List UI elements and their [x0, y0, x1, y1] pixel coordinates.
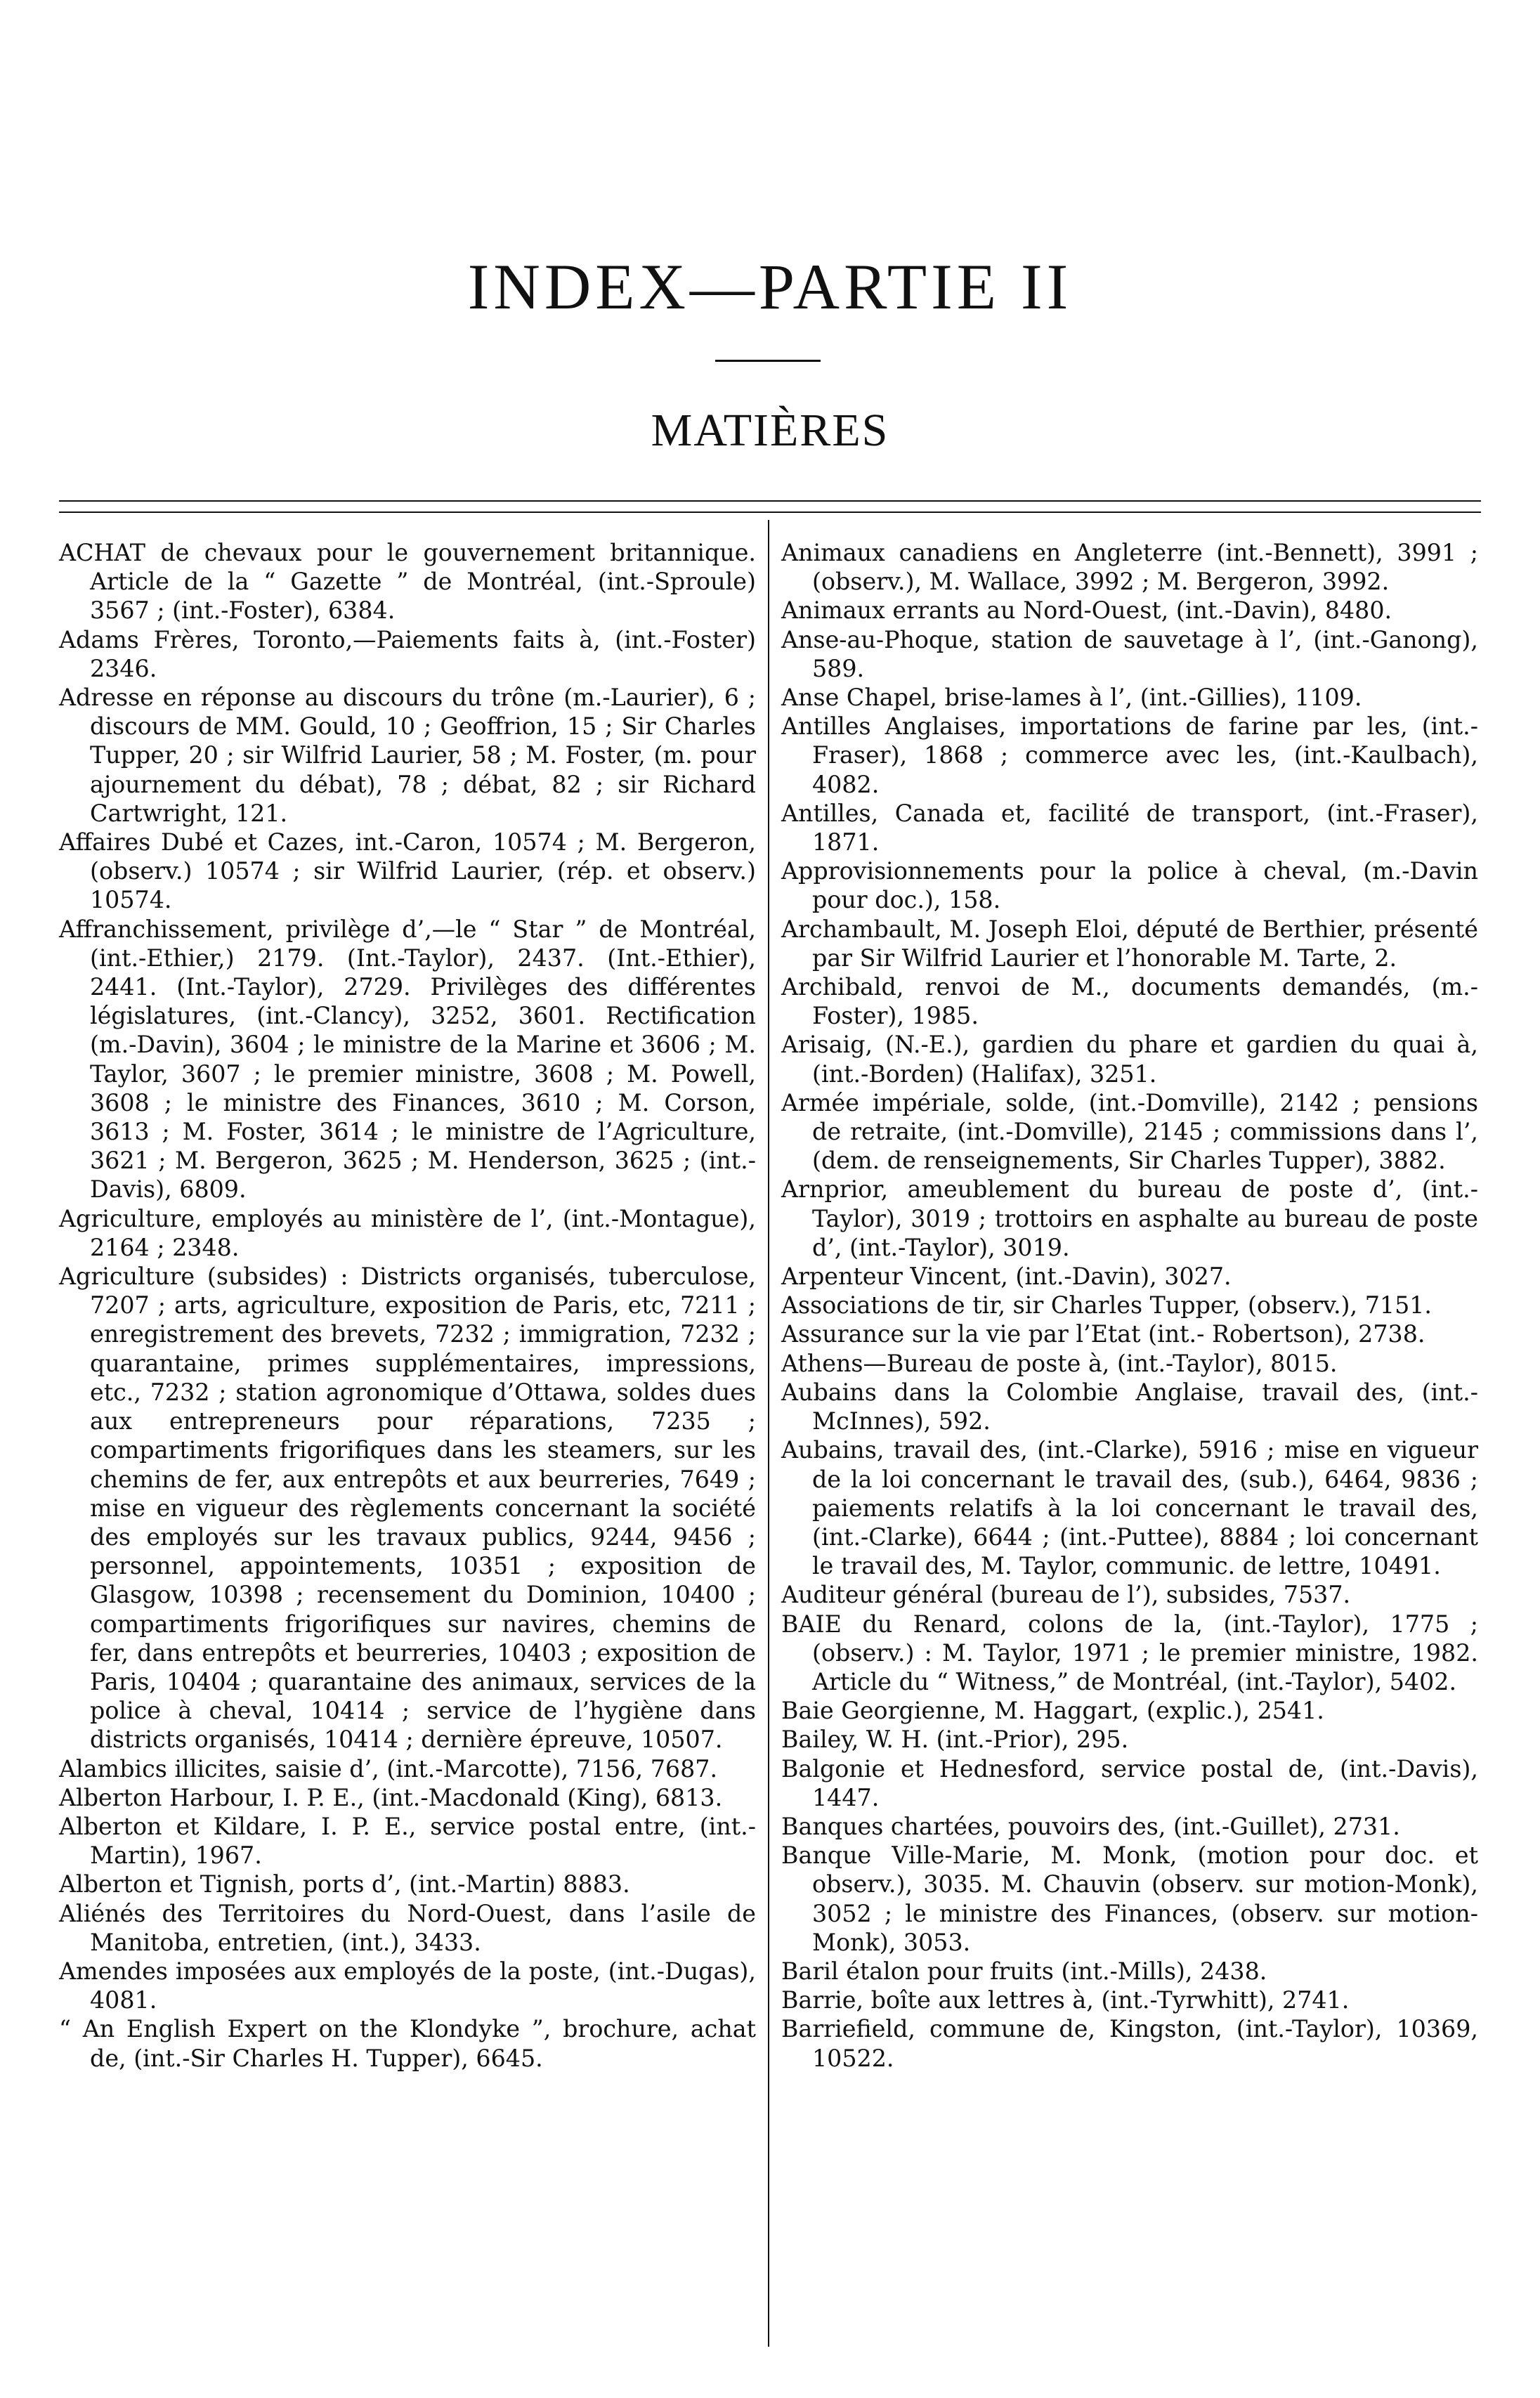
index-entry: Archambault, M. Joseph Eloi, député de Berthier, présenté par Sir Wilfrid Laurier et l’honorable M. Tarte, 2.	[781, 915, 1478, 972]
index-entry: Alberton et Kildare, I. P. E., service postal entre, (int.-Martin), 1967.	[59, 1812, 756, 1870]
index-entry: Barriefield, commune de, Kingston, (int.-Taylor), 10369, 10522.	[781, 2015, 1478, 2072]
index-entry: Alberton et Tignish, ports d’, (int.-Martin) 8883.	[59, 1870, 630, 1898]
index-entry: BAIE du Renard, colons de la, (int.-Taylor), 1775 ; (observ.) : M. Taylor, 1971 ; le premier ministre, 1982. Article du “ Witness,” de Montréal, (int.-Taylor), 5402.	[781, 1610, 1478, 1695]
index-entry: Aubains, travail des, (int.-Clarke), 5916 ; mise en vigueur de la loi concernant le travail des, (sub.), 6464, 9836 ; paiements relatifs à la loi concernant le travail des, (int.-Clarke), 6644 ; (int.-Puttee), 8884 ; loi concernant le travail des, M. Taylor, communic. de lettre, 10491.	[781, 1436, 1478, 1580]
index-entry: Assurance sur la vie par l’Etat (int.- Robertson), 2738.	[781, 1320, 1425, 1348]
index-entry: Barrie, boîte aux lettres à, (int.-Tyrwhitt), 2741.	[781, 1986, 1350, 2014]
index-entry: Anse-au-Phoque, station de sauvetage à l’, (int.-Ganong), 589.	[781, 625, 1478, 682]
index-entry: Animaux errants au Nord-Ouest, (int.-Davin), 8480.	[781, 597, 1392, 625]
index-entry: Antilles Anglaises, importations de farine par les, (int.-Fraser), 1868 ; commerce avec les, (int.-Kaulbach), 4082.	[781, 712, 1478, 798]
index-entry: Agriculture (subsides) : Districts organisés, tuberculose, 7207 ; arts, agriculture, exposition de Paris, etc, 7211 ; enregistrement des brevets, 7232 ; immigration, 7232 ; quarantaine, primes supplémentaires, impressions, etc., 7232 ; station agronomique d’Ottawa, soldes dues aux entrepreneurs pour réparations, 7235 ; compartiments frigorifiques dans les steamers, sur les chemins de fer, aux entrepôts et aux beurreries, 7649 ; mise en vigueur des règlements concernant la société des employés sur les travaux publics, 9244, 9456 ; personnel, appointements, 10351 ; exposition de Glasgow, 10398 ; recensement du Dominion, 10400 ; compartiments frigorifiques sur navires, chemins de fer, dans entrepôts et beurreries, 10403 ; exposition de Paris, 10404 ; quarantaine des animaux, services de la police à cheval, 10414 ; service de l’hygiène dans districts organisés, 10414 ; dernière épreuve, 10507.	[59, 1263, 756, 1754]
title-underline	[715, 360, 821, 362]
index-entry: Associations de tir, sir Charles Tupper, (observ.), 7151.	[781, 1291, 1433, 1319]
index-entry: Baie Georgienne, M. Haggart, (explic.), 2541.	[781, 1697, 1324, 1725]
index-entry: Banques chartées, pouvoirs des, (int.-Guillet), 2731.	[781, 1812, 1400, 1840]
index-entry: Alberton Harbour, I. P. E., (int.-Macdonald (King), 6813.	[59, 1783, 723, 1811]
index-entry: Affaires Dubé et Cazes, int.-Caron, 10574 ; M. Bergeron, (observ.) 10574 ; sir Wilfrid Laurier, (rép. et observ.) 10574.	[59, 828, 756, 914]
index-entry: Banque Ville-Marie, M. Monk, (motion pour doc. et observ.), 3035. M. Chauvin (observ. sur motion-Monk), 3052 ; le ministre des Finances, (observ. sur motion-Monk), 3053.	[781, 1842, 1478, 1956]
index-entry: Adams Frères, Toronto,—Paiements faits à, (int.-Foster) 2346.	[59, 625, 756, 682]
index-entry: Armée impériale, solde, (int.-Domville), 2142 ; pensions de retraite, (int.-Domville), 2145 ; commissions dans l’, (dem. de renseignements, Sir Charles Tupper), 3882.	[781, 1088, 1478, 1175]
index-entry: Alambics illicites, saisie d’, (int.-Marcotte), 7156, 7687.	[59, 1754, 718, 1783]
index-entry: “ An English Expert on the Klondyke ”, brochure, achat de, (int.-Sir Charles H. Tupper), 6645.	[59, 2015, 756, 2072]
right-column	[781, 538, 1478, 2073]
index-entry: Antilles, Canada et, facilité de transport, (int.-Fraser), 1871.	[781, 799, 1478, 856]
index-entry: Arisaig, (N.-E.), gardien du phare et gardien du quai à, (int.-Borden) (Halifax), 3251.	[781, 1031, 1478, 1088]
index-entry: Aliénés des Territoires du Nord-Ouest, dans l’asile de Manitoba, entretien, (int.), 3433.	[59, 1899, 756, 1956]
index-entry: Agriculture, employés au ministère de l’, (int.-Montague), 2164 ; 2348.	[59, 1204, 756, 1261]
header-rule-top	[59, 500, 1481, 502]
index-entry: Amendes imposées aux employés de la poste, (int.-Dugas), 4081.	[59, 1957, 756, 2014]
index-entry: Archibald, renvoi de M., documents demandés, (m.-Foster), 1985.	[781, 973, 1478, 1030]
index-entry: Animaux canadiens en Angleterre (int.-Bennett), 3991 ; (observ.), M. Wallace, 3992 ; M. Bergeron, 3992.	[781, 539, 1478, 596]
left-column	[59, 538, 756, 2073]
index-entry: Baril étalon pour fruits (int.-Mills), 2438.	[781, 1957, 1267, 1985]
index-entry: Adresse en réponse au discours du trône (m.-Laurier), 6 ; discours de MM. Gould, 10 ; Geoffrion, 15 ; Sir Charles Tupper, 20 ; sir Wilfrid Laurier, 58 ; M. Foster, (m. pour ajournement du débat), 78 ; débat, 82 ; sir Richard Cartwright, 121.	[59, 684, 756, 827]
index-entry: Balgonie et Hednesford, service postal de, (int.-Davis), 1447.	[781, 1754, 1478, 1811]
index-entry: Arpenteur Vincent, (int.-Davin), 3027.	[781, 1263, 1232, 1291]
index-entry: Approvisionnements pour la police à cheval, (m.-Davin pour doc.), 158.	[781, 857, 1478, 914]
index-entry: Athens—Bureau de poste à, (int.-Taylor), 8015.	[781, 1349, 1338, 1377]
index-entry: Bailey, W. H. (int.-Prior), 295.	[781, 1726, 1129, 1754]
index-entry: Anse Chapel, brise-lames à l’, (int.-Gillies), 1109.	[781, 684, 1362, 712]
header-rule-bottom	[59, 511, 1481, 513]
index-entry: Auditeur général (bureau de l’), subsides, 7537.	[781, 1581, 1351, 1609]
index-entry: Aubains dans la Colombie Anglaise, travail des, (int.-McInnes), 592.	[781, 1378, 1478, 1435]
section-subtitle: MATIÈRES	[651, 405, 889, 456]
index-entry: Arnprior, ameublement du bureau de poste d’, (int.-Taylor), 3019 ; trottoirs en asphalte au bureau de poste d’, (int.-Taylor), 3019.	[781, 1175, 1478, 1261]
index-entry: ACHAT de chevaux pour le gouvernement britannique. Article de la “ Gazette ” de Montréal, (int.-Sproule) 3567 ; (int.-Foster), 6384.	[59, 539, 756, 625]
index-entry: Affranchissement, privilège d’,—le “ Star ” de Montréal, (int.-Ethier,) 2179. (Int.-Taylor), 2437. (Int.-Ethier), 2441. (Int.-Taylor), 2729. Privilèges des différentes législatures, (int.-Clancy), 3252, 3601. Rectification (m.-Davin), 3604 ; le ministre de la Marine et 3606 ; M. Taylor, 3607 ; le premier ministre, 3608 ; M. Powell, 3608 ; le ministre des Finances, 3610 ; M. Corson, 3613 ; M. Foster, 3614 ; le ministre de l’Agriculture, 3621 ; M. Bergeron, 3625 ; M. Henderson, 3625 ; (int.-Davis), 6809.	[59, 915, 756, 1204]
column-divider	[768, 520, 769, 2347]
page-title: INDEX—PARTIE II	[467, 251, 1073, 322]
